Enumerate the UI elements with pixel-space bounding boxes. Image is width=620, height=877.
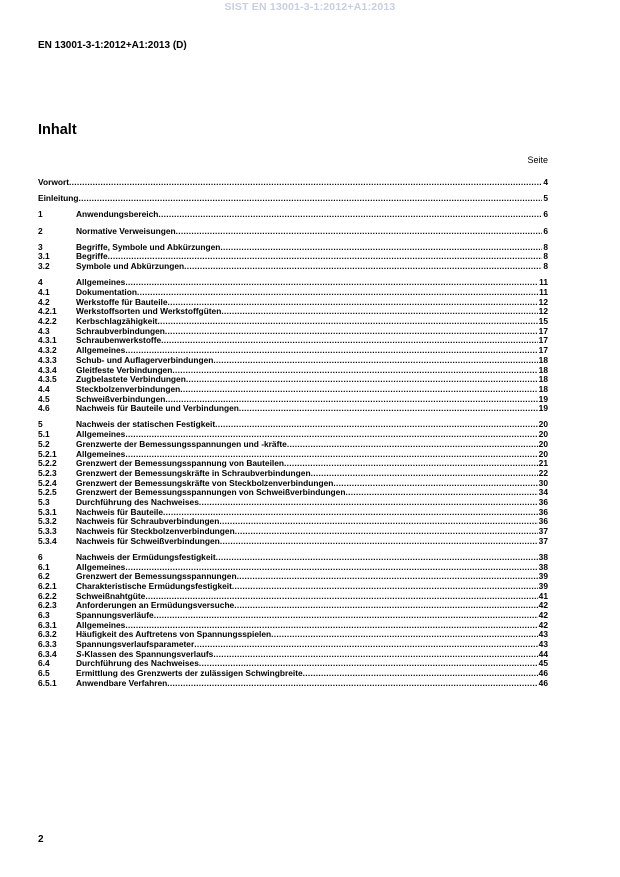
toc-entry-number: 5.1 — [38, 430, 50, 440]
toc-entry[interactable] — [38, 601, 548, 611]
toc-entry-page: 38 — [538, 562, 548, 572]
toc-entry[interactable] — [38, 366, 548, 376]
toc-entry-page: 42 — [538, 601, 548, 611]
toc-entry-number: 4.2.1 — [38, 307, 57, 317]
toc-entry[interactable] — [38, 537, 548, 547]
toc-entry-page: 20 — [538, 420, 548, 430]
toc-entry-page: 11 — [539, 278, 548, 288]
toc-entry-number: 5.2 — [38, 439, 50, 449]
toc-entry-page: 37 — [538, 527, 548, 536]
toc-entry-page: 17 — [538, 336, 548, 346]
toc-entry-title: Grenzwerte der Bemessungsspannungen und -kräfte ..... — [76, 440, 548, 450]
toc-entry-number: 4.4 — [38, 384, 50, 394]
toc-entry[interactable] — [38, 592, 548, 602]
toc-entry[interactable] — [38, 611, 548, 621]
toc-entry-title: Einleitung ..... — [38, 194, 548, 204]
toc-entry-page: 44 — [538, 649, 548, 659]
toc-entry[interactable] — [38, 356, 548, 366]
toc-entry[interactable] — [38, 288, 548, 298]
toc-entry-title: Normative Verweisungen ..... — [76, 227, 548, 237]
toc-entry-page: 8 — [543, 252, 548, 262]
toc-entry[interactable] — [38, 640, 548, 650]
toc-entry-number: 6.2.1 — [38, 581, 57, 591]
toc-entry[interactable] — [38, 210, 548, 220]
toc-entry-number: 4.3.3 — [38, 355, 57, 365]
toc-entry-page: 39 — [538, 581, 548, 591]
toc-entry[interactable] — [38, 508, 548, 518]
toc-entry[interactable] — [38, 450, 548, 460]
toc-entry-number: 3 — [38, 242, 43, 252]
toc-entry-page: 4 — [543, 178, 548, 187]
toc-entry-title: Nachweis für Schraubverbindungen ..... — [76, 517, 548, 527]
toc-entry-title: Anwendungsbereich ..... — [76, 210, 548, 220]
toc-entry[interactable] — [38, 440, 548, 450]
toc-entry-page: 17 — [538, 346, 548, 356]
toc-entry[interactable] — [38, 327, 548, 337]
toc-entry-page: 42 — [538, 611, 548, 620]
toc-entry-title: S-Klassen des Spannungsverlaufs ..... — [76, 650, 548, 660]
toc-entry-page: 41 — [538, 591, 548, 601]
table-of-contents — [38, 178, 548, 689]
toc-entry-title: Nachweis für Schweißverbindungen ..... — [76, 537, 548, 547]
toc-entry-title: Nachweis der Ermüdungsfestigkeit ..... — [76, 553, 548, 563]
toc-entry-title: Anwendbare Verfahren ..... — [76, 679, 548, 689]
toc-entry-page: 12 — [538, 307, 548, 317]
toc-entry[interactable] — [38, 459, 548, 469]
toc-entry-title: Zugbelastete Verbindungen ..... — [76, 375, 548, 385]
toc-entry-page: 39 — [538, 572, 548, 582]
watermark: SIST EN 13001-3-1:2012+A1:2013 — [224, 1, 396, 13]
toc-entry[interactable] — [38, 488, 548, 498]
toc-entry[interactable] — [38, 243, 548, 253]
toc-entry-number: 5.3.1 — [38, 507, 57, 517]
toc-entry-title: Schraubenwerkstoffe ..... — [76, 336, 548, 346]
toc-entry[interactable] — [38, 553, 548, 563]
toc-entry-title: Allgemeines ..... — [76, 430, 548, 440]
toc-entry-number: 1 — [38, 210, 43, 220]
toc-entry[interactable] — [38, 336, 548, 346]
toc-entry[interactable] — [38, 252, 548, 262]
toc-entry-page: 36 — [538, 507, 548, 517]
toc-entry-title: Werkstoffe für Bauteile ..... — [76, 298, 548, 308]
toc-entry-title: Begriffe ..... — [76, 252, 548, 262]
toc-entry-number: 3.2 — [38, 262, 50, 272]
toc-entry-number: 6.5 — [38, 669, 50, 679]
toc-entry[interactable] — [38, 572, 548, 582]
document-identifier: EN 13001-3-1:2012+A1:2013 (D) — [38, 40, 187, 51]
toc-entry-number: 6.5.1 — [38, 678, 57, 688]
toc-entry-page: 15 — [538, 317, 548, 327]
toc-entry-title: Grenzwert der Bemessungskräfte von Steckbolzenverbindungen ..... — [76, 479, 548, 489]
toc-entry-title: Grenzwert der Bemessungsspannung von Bauteilen ..... — [76, 459, 548, 469]
toc-entry-title: Schub- und Auflagerverbindungen ..... — [76, 356, 548, 366]
toc-entry-title: Dokumentation ..... — [76, 288, 548, 298]
toc-entry[interactable] — [38, 307, 548, 317]
toc-entry-number: 5.2.3 — [38, 468, 57, 478]
toc-entry-title: Nachweis für Bauteile ..... — [76, 508, 548, 518]
toc-entry-number: 4.2.2 — [38, 317, 57, 327]
toc-entry-title: Schweißverbindungen ..... — [76, 395, 548, 405]
toc-entry-number: 5.3 — [38, 497, 50, 507]
toc-entry-page: 6 — [543, 226, 548, 236]
toc-entry[interactable] — [38, 469, 548, 479]
toc-entry-number: 4.2 — [38, 297, 50, 307]
toc-entry[interactable] — [38, 385, 548, 395]
toc-entry-page: 46 — [538, 669, 548, 679]
toc-entry-number: 4.3.5 — [38, 375, 57, 385]
toc-entry-page: 45 — [538, 659, 548, 669]
toc-entry-page: 42 — [538, 620, 548, 630]
toc-entry-title: Begriffe, Symbole und Abkürzungen ..... — [76, 243, 548, 253]
toc-entry-page: 30 — [538, 478, 548, 488]
page-column-label: Seite — [527, 155, 548, 165]
toc-entry[interactable] — [38, 659, 548, 669]
toc-entry-title: Allgemeines ..... — [76, 346, 548, 356]
toc-entry[interactable] — [38, 317, 548, 327]
toc-entry[interactable] — [38, 527, 548, 537]
toc-entry[interactable] — [38, 582, 548, 592]
toc-entry[interactable] — [38, 227, 548, 237]
toc-entry-page: 22 — [538, 468, 548, 478]
toc-entry[interactable] — [38, 630, 548, 640]
toc-entry-number: 6.3 — [38, 611, 50, 620]
toc-entry-number: 4.5 — [38, 394, 50, 404]
toc-entry-title: Nachweis der statischen Festigkeit ..... — [76, 420, 548, 430]
toc-entry-title: Werkstoffsorten und Werkstoffgüten ..... — [76, 307, 548, 317]
toc-entry-page: 18 — [538, 384, 548, 394]
toc-entry[interactable] — [38, 278, 548, 288]
toc-entry-number: 5.2.1 — [38, 449, 57, 459]
toc-entry-number: 4.3 — [38, 326, 50, 336]
toc-entry-page: 18 — [538, 355, 548, 365]
toc-entry-title: Schraubverbindungen ..... — [76, 327, 548, 337]
toc-entry-number: 6.4 — [38, 659, 50, 669]
toc-entry-title: Grenzwert der Bemessungsspannungen ..... — [76, 572, 548, 582]
toc-entry-title: Häufigkeit des Auftretens von Spannungsspielen ..... — [76, 630, 548, 640]
toc-entry-number: 5.2.5 — [38, 488, 57, 498]
toc-entry-title: Gleitfeste Verbindungen ..... — [76, 366, 548, 376]
toc-entry-number: 2 — [38, 226, 43, 236]
toc-entry[interactable] — [38, 669, 548, 679]
toc-entry-number: 4.3.4 — [38, 365, 57, 375]
toc-entry[interactable] — [38, 430, 548, 440]
toc-entry-page: 19 — [538, 394, 548, 404]
toc-entry-page: 20 — [538, 430, 548, 440]
toc-entry-title: Schweißnahtgüte ..... — [76, 592, 548, 602]
toc-entry-page: 20 — [538, 439, 548, 449]
toc-entry-number: 6 — [38, 552, 43, 562]
toc-entry-page: 8 — [543, 262, 548, 272]
toc-entry[interactable] — [38, 194, 548, 204]
toc-entry-number: 5.3.2 — [38, 517, 57, 527]
toc-entry-page: 37 — [538, 536, 548, 546]
toc-entry-page: 12 — [538, 297, 548, 307]
toc-entry-number: 6.3.2 — [38, 630, 57, 640]
toc-entry-title: Vorwort ..... — [38, 178, 548, 188]
toc-entry-number: 6.2.2 — [38, 591, 57, 601]
toc-entry-page: 46 — [538, 678, 548, 688]
toc-entry-page: 18 — [538, 365, 548, 375]
toc-entry[interactable] — [38, 346, 548, 356]
toc-entry[interactable] — [38, 262, 548, 272]
toc-entry-page: 20 — [538, 449, 548, 459]
toc-entry-number: 5.3.4 — [38, 536, 57, 546]
toc-entry-number: 5 — [38, 420, 43, 430]
toc-entry-number: 5.2.4 — [38, 478, 57, 488]
toc-entry-number: 5.3.3 — [38, 527, 57, 536]
toc-entry-number: 4.3.2 — [38, 346, 57, 356]
toc-entry-number: 3.1 — [38, 252, 50, 262]
toc-entry-title: Nachweis für Steckbolzenverbindungen ..... — [76, 527, 548, 537]
toc-entry-number: 4 — [38, 278, 43, 288]
toc-entry[interactable] — [38, 178, 548, 188]
toc-entry-title: Ermittlung des Grenzwerts der zulässigen Schwingbreite ..... — [76, 669, 548, 679]
toc-entry-title: Spannungsverlaufsparameter ..... — [76, 640, 548, 650]
toc-entry[interactable] — [38, 650, 548, 660]
toc-entry-page: 11 — [539, 288, 548, 297]
toc-entry-page: 19 — [538, 404, 548, 414]
toc-entry-page: 36 — [538, 497, 548, 507]
toc-entry[interactable] — [38, 375, 548, 385]
toc-entry-page: 36 — [538, 517, 548, 527]
toc-entry-number: 6.1 — [38, 562, 50, 572]
toc-entry-number: 5.2.2 — [38, 459, 57, 469]
toc-entry-number: 6.3.1 — [38, 620, 57, 630]
toc-entry-title: Allgemeines ..... — [76, 450, 548, 460]
toc-entry-page: 18 — [538, 375, 548, 385]
toc-entry-title: Kerbschlagzähigkeit ..... — [76, 317, 548, 327]
toc-entry-page: 38 — [538, 552, 548, 562]
toc-entry-title: Anforderungen an Ermüdungsversuche ..... — [76, 601, 548, 611]
toc-entry[interactable] — [38, 679, 548, 689]
toc-entry-page: 5 — [543, 194, 548, 204]
toc-entry-title: Nachweis für Bauteile und Verbindungen ..... — [76, 404, 548, 414]
toc-entry-title: Allgemeines ..... — [76, 621, 548, 631]
toc-entry-page: 21 — [538, 459, 548, 469]
toc-entry-number: 6.2.3 — [38, 601, 57, 611]
toc-entry[interactable] — [38, 563, 548, 573]
toc-entry[interactable] — [38, 395, 548, 405]
toc-entry[interactable] — [38, 498, 548, 508]
page-title: Inhalt — [38, 122, 77, 138]
toc-entry-number: 6.3.3 — [38, 640, 57, 650]
toc-entry-number: 4.3.1 — [38, 336, 57, 346]
page-number: 2 — [38, 834, 44, 845]
toc-entry-title: Durchführung des Nachweises ..... — [76, 659, 548, 669]
toc-entry-page: 8 — [543, 242, 548, 252]
toc-entry-page: 6 — [543, 210, 548, 220]
toc-entry-title: Grenzwert der Bemessungskräfte in Schraubverbindungen ..... — [76, 469, 548, 479]
toc-entry-title: Durchführung des Nachweises ..... — [76, 498, 548, 508]
toc-entry[interactable] — [38, 298, 548, 308]
toc-entry-title: Allgemeines ..... — [76, 278, 548, 288]
toc-entry-page: 43 — [538, 640, 548, 650]
toc-entry-page: 17 — [538, 326, 548, 336]
toc-entry-title: Allgemeines ..... — [76, 563, 548, 573]
toc-entry-title: Symbole und Abkürzungen ..... — [76, 262, 548, 272]
toc-entry[interactable] — [38, 621, 548, 631]
toc-entry-title: Spannungsverläufe ..... — [76, 611, 548, 621]
toc-entry[interactable] — [38, 517, 548, 527]
toc-entry[interactable] — [38, 479, 548, 489]
toc-entry-page: 43 — [538, 630, 548, 640]
toc-entry-number: 4.1 — [38, 288, 50, 297]
toc-entry-title: Steckbolzenverbindungen ..... — [76, 385, 548, 395]
toc-entry-number: 6.2 — [38, 572, 50, 582]
toc-entry-number: 4.6 — [38, 404, 50, 414]
toc-entry-page: 34 — [538, 488, 548, 498]
toc-entry-title: Grenzwert der Bemessungsspannungen von Schweißverbindungen ..... — [76, 488, 548, 498]
toc-entry-number: 6.3.4 — [38, 649, 57, 659]
toc-entry-title: Charakteristische Ermüdungsfestigkeit ..... — [76, 582, 548, 592]
toc-entry[interactable] — [38, 420, 548, 430]
toc-entry[interactable] — [38, 404, 548, 414]
